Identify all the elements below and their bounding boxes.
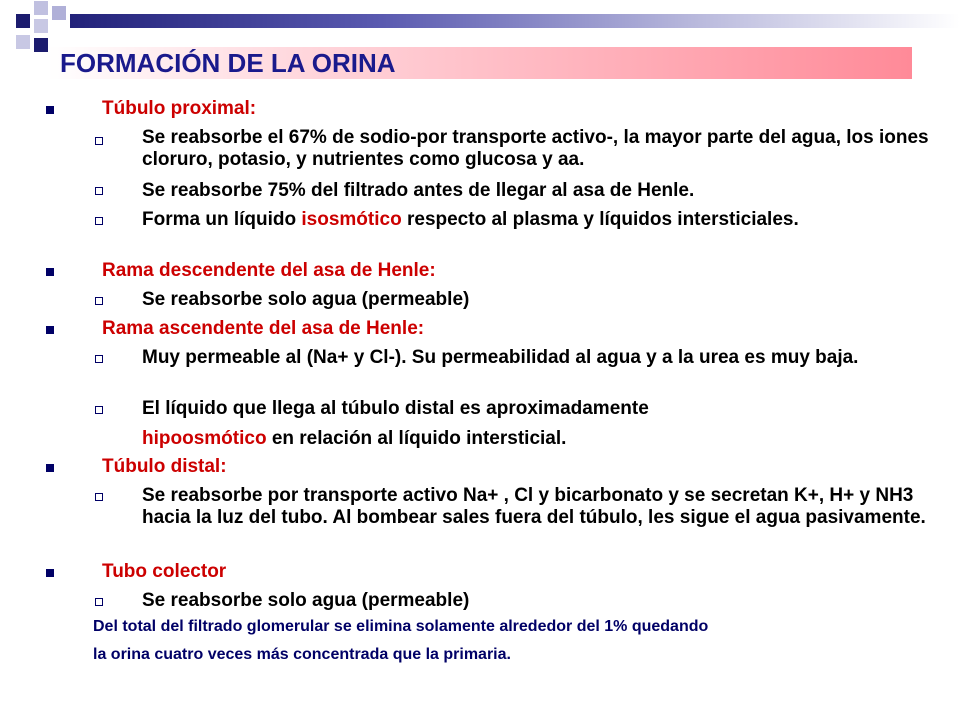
highlight-term: isosmótico <box>301 209 402 230</box>
list-item: Se reabsorbe solo agua (permeable) <box>142 590 470 611</box>
section-heading: Tubo colector <box>102 561 227 582</box>
bullet-hollow <box>95 187 103 195</box>
list-item: Muy permeable al (Na+ y Cl-). Su permeabilidad al agua y a la urea es muy baja. <box>142 347 859 368</box>
bullet-hollow <box>95 137 103 145</box>
page-title: FORMACIÓN DE LA ORINA <box>60 48 396 78</box>
bullet-square <box>46 464 54 472</box>
text-run: Forma un líquido <box>142 209 302 230</box>
bullet-square <box>46 106 54 114</box>
section-heading: Rama descendente del asa de Henle: <box>102 260 436 281</box>
list-item <box>142 209 932 231</box>
section-heading: Rama ascendente del asa de Henle: <box>102 318 425 339</box>
bullet-hollow <box>95 217 103 225</box>
decor-square <box>16 35 30 49</box>
list-item: Se reabsorbe 75% del filtrado antes de llegar al asa de Henle. <box>142 180 695 201</box>
bullet-square <box>46 268 54 276</box>
highlight-term: hipoosmótico <box>142 428 267 449</box>
section-heading: Túbulo proximal: <box>102 98 257 119</box>
bullet-hollow <box>95 493 103 501</box>
section-heading: Túbulo distal: <box>102 456 227 477</box>
list-item: Se reabsorbe el 67% de sodio-por transporte activo-, la mayor parte del agua, los iones cloruro, potasio, y nutrientes como glucosa y aa. <box>142 127 929 170</box>
list-item: Se reabsorbe por transporte activo Na+ , Cl y bicarbonato y se secretan K+, H+ y NH3 hacia la luz del tubo. Al bombear sales fuera del túbulo, les sigue el agua pasivamente. <box>142 485 926 528</box>
summary-line: la orina cuatro veces más concentrada que la primaria. <box>93 646 511 663</box>
bullet-square <box>46 326 54 334</box>
decor-square <box>52 6 66 20</box>
bullet-hollow <box>95 355 103 363</box>
bullet-square <box>46 569 54 577</box>
bullet-hollow <box>95 598 103 606</box>
summary-line: Del total del filtrado glomerular se elimina solamente alrededor del 1% quedando <box>93 618 709 635</box>
list-item: El líquido que llega al túbulo distal es aproximadamente <box>142 398 649 419</box>
decor-square <box>34 38 48 52</box>
bullet-hollow <box>95 406 103 414</box>
decor-square <box>34 1 48 15</box>
list-item: Se reabsorbe solo agua (permeable) <box>142 289 470 310</box>
bullet-hollow <box>95 297 103 305</box>
header-gradient-bar <box>70 14 960 28</box>
list-item-continuation <box>142 428 566 450</box>
decor-square <box>34 19 48 33</box>
decor-square <box>16 14 30 28</box>
text-run: en relación al líquido intersticial. <box>266 428 567 449</box>
text-run: respecto al plasma y líquidos intersticiales. <box>401 209 799 230</box>
